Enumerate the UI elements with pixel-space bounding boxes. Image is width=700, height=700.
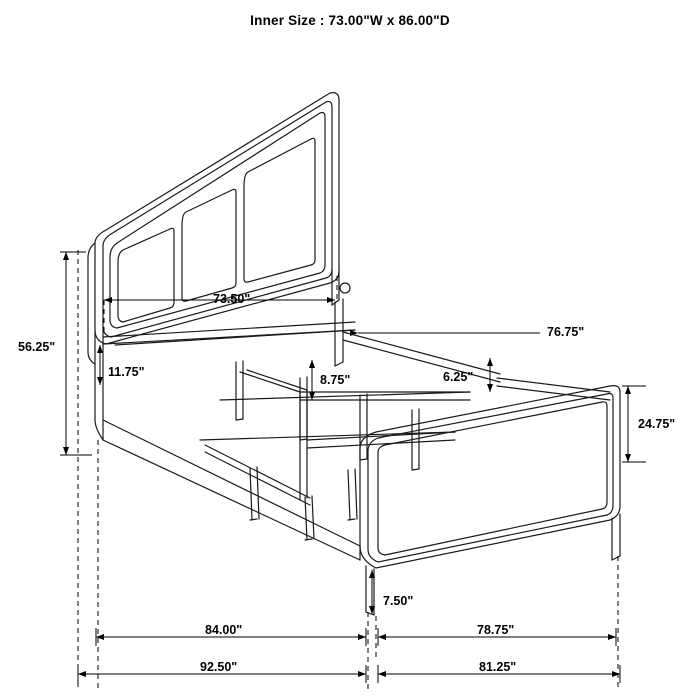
dimension-label-depth-left-lower: 92.50" [200, 660, 238, 674]
page-title: Inner Size : 73.00"W x 86.00"D [250, 13, 450, 28]
dimension-label-slat-height: 8.75" [320, 373, 351, 387]
dimension-label-depth-right-upper: 78.75" [477, 623, 515, 637]
dimension-label-footboard-height: 24.75" [638, 417, 676, 431]
dimension-label-overall-height-left: 56.25" [18, 340, 56, 354]
dimension-label-headboard-panel-width: 73.50" [213, 292, 251, 306]
dimension-label-footboard-leg-height: 7.50" [383, 594, 414, 608]
dimension-label-headboard-leg-height: 11.75" [108, 365, 145, 379]
dimension-label-side-rail-height: 6.25" [443, 370, 474, 384]
dimension-label-depth-left-upper: 84.00" [205, 623, 243, 637]
dimension-label-depth-right-lower: 81.25" [479, 660, 517, 674]
dimension-label-inner-width: 76.75" [547, 325, 585, 339]
